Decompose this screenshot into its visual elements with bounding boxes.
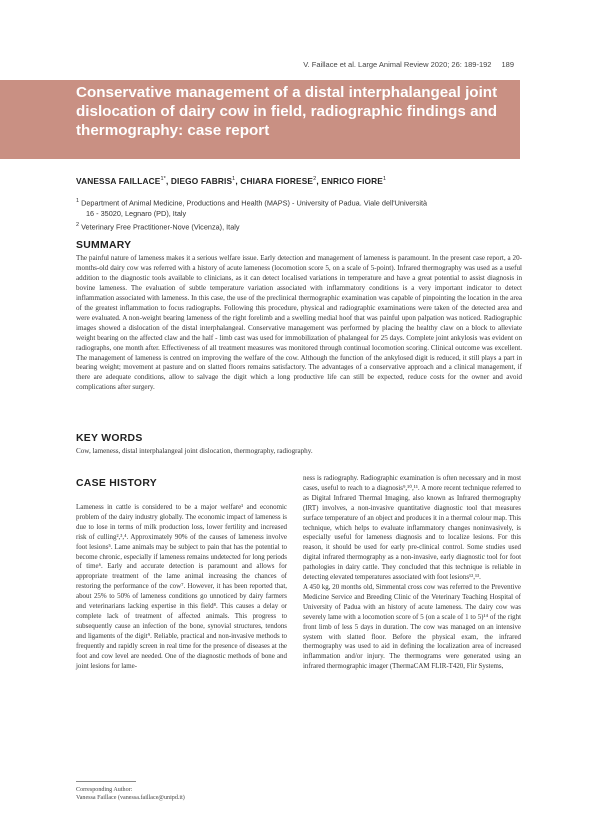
author bbox=[171, 176, 236, 186]
author-separator: , bbox=[165, 176, 171, 186]
author-sup: 1 bbox=[382, 176, 387, 183]
right-column bbox=[303, 474, 521, 672]
footnote-label: Corresponding Author: bbox=[76, 787, 133, 793]
author-separator: , bbox=[235, 176, 241, 186]
affiliations bbox=[76, 196, 516, 233]
author bbox=[321, 176, 386, 186]
author-name: VANESSA FAILLACE bbox=[76, 176, 161, 186]
author bbox=[76, 176, 166, 186]
page-number: 189 bbox=[501, 60, 514, 69]
affiliation-1-cont: 16 - 35020, Legnaro (PD), Italy bbox=[86, 209, 187, 219]
keywords-heading: KEY WORDS bbox=[76, 433, 143, 444]
affiliation-1: $^1$ Department of Animal Medicine, Productions and Health (MAPS) - University of Padua. Viale dell'Università bbox=[76, 198, 428, 208]
case-history-paragraph-2: ness is radiography. Radiographic examination is often necessary and in most cases, useful to reach to a diagnosis⁹,¹⁰,¹¹. A more recent technique referred to as Digital Infrared Thermal Imaging, also known as Infrared thermography (IRT) involves, a non-invasive quantitative diagnostic tool that measures surface temperature of an object and produces it in a thermal colour map. This technique, which helps to evaluate inflammatory changes noninvasively, is especially useful for lameness diagnosis and to localize lesions. For this reason, it should be used for early pre-clinical control. Some studies used digital infrared thermography as a non-invasive, early diagnostic tool for foot pathologies in dairy cattle. They concluded that this technique is reliable in detecting elevated temperatures associated with foot lesions¹²,¹³. bbox=[303, 474, 521, 582]
case-history-heading: CASE HISTORY bbox=[76, 478, 157, 489]
keywords-text: Cow, lameness, distal interphalangeal joint dislocation, thermography, radiography. bbox=[76, 447, 313, 455]
article-title: Conservative management of a distal interphalangeal joint dislocation of dairy cow in field, radiographic findings and thermography: case report bbox=[76, 84, 498, 140]
author-sup: 1* bbox=[160, 176, 166, 183]
affiliation-2: $^2$ Veterinary Free Practitioner-Nove (Vicenza), Italy bbox=[76, 221, 240, 232]
author-name: ENRICO FIORE bbox=[321, 176, 383, 186]
footnote bbox=[76, 786, 185, 803]
author-sup: 2 bbox=[313, 176, 317, 183]
author bbox=[240, 176, 316, 186]
summary-heading: SUMMARY bbox=[76, 240, 132, 251]
left-column bbox=[76, 503, 287, 671]
footnote-text: Vanessa Faillace (vanessa.faillace@unipd.it) bbox=[76, 795, 185, 802]
running-header bbox=[303, 60, 514, 69]
author-separator: , bbox=[316, 176, 322, 186]
title-band bbox=[0, 80, 520, 159]
case-history-paragraph-3: A 450 kg, 20 months old, Simmental cross cow was referred to the Preventive Medicine Service and Breeding Clinic of the Veterinary Teaching Hospital of University of Padua with an history of acute lameness. The dairy cow was severely lame with a locomotion score of 5 (on a scale of 1 to 5)¹⁴ of the right front limb of less 5 days in duration. The cow was managed on an intensive system with slatted floor. Before the physical exam, the infrared thermography was used to aid in defining the localization area of increased inflammation and/or injury. The thermograms were generated using an infrared thermographic imager (ThermaCAM FLIR-T420, Flir Systems, bbox=[303, 582, 521, 671]
author-list bbox=[76, 176, 386, 186]
citation: V. Faillace et al. Large Animal Review 2020; 26: 189-192 bbox=[303, 60, 492, 69]
author-sup: 1 bbox=[232, 176, 236, 183]
footnote-rule bbox=[76, 781, 136, 782]
summary-text: The painful nature of lameness makes it a serious welfare issue. Early detection and management of lameness is paramount. In the present case report, a 20-months-old dairy cow was referred with a history of acute lameness (locomotion score 5, on a scale of 5-point). Infrared thermography was used as a useful addition to the diagnostic tools available to clinicians, as it can detect localised variations in temperature and have a great potential to assist diagnosis in bovine lameness. The evaluation of subtle temperature variation associated with inflammatory conditions is a very important indicator to detect inflammation associated with lameness. In this case, the use of the preclinical thermographic examination was capable of pinpointing the location in the area of the greatest inflammation to focus radiographs. Following this procedure, physical and radiographic examinations were taken of the detected area and were evaluated. A non-weight bearing lameness of the right forelimb and a swelling medial hoof that was painful upon palpation was noticed. Radiographic images showed a dislocation of the distal interphalangeal. Conservative management was performed by placing the healthy claw on a block to alleviate weight bearing on the affected claw and the half - limb cast was used for immobilization of phalangeal for 25 days. Complete joint ankylosis was evident on radiographs, one month after. Effectiveness of all treatment measures was monitored through continual locomotion scoring. Clinical outcome was excellent. The management of lameness is centred on improving the welfare of the cow. Although the function of the ankylosed digit is reduced, it still plays a part in bearing weight; movement at pasture and on slatted floors remains satisfactory. The advantages of a conservative approach and a clinical management, if there are adequate conditions, allow to salvage the digit which a long productive life can still be expected, reduce costs for the owner and avoid complications after surgery. bbox=[76, 254, 522, 392]
author-name: CHIARA FIORESE bbox=[240, 176, 314, 186]
author-name: DIEGO FABRIS bbox=[170, 176, 233, 186]
case-history-paragraph-1: Lameness in cattle is considered to be a major welfare¹ and economic problem of the dairy industry globally. The economic impact of lameness is due to lose in terms of milk production loss, lower fertility and increased risk of culling²,³,⁴. Approximately 90% of the causes of lameness involve foot lesions⁵. Lame animals may be subject to pain that has the potential to become chronic, especially if lameness remains undetected for long periods of time⁶. Early and accurate detection is paramount and allows for appropriate treatment of the lame animal increasing the chances of restoring the performance of the cow⁷. However, it has been reported that, about 25% to 50% of lameness conditions go unnoticed by dairy farmers and veterinarians lacking expertise in this field⁸. This causes a delay or complete lack of treatment of affected animals. This progress to subsequently cause an infection of the bone, synovial structures, tendons and ligaments of the digit⁹. Reliable, practical and non-invasive methods to frequently and rapidly screen in real time for the presence of diseases at the foot and cow level are needed. One of the diagnostic methods of bone and joint lesions for lame- bbox=[76, 503, 287, 670]
